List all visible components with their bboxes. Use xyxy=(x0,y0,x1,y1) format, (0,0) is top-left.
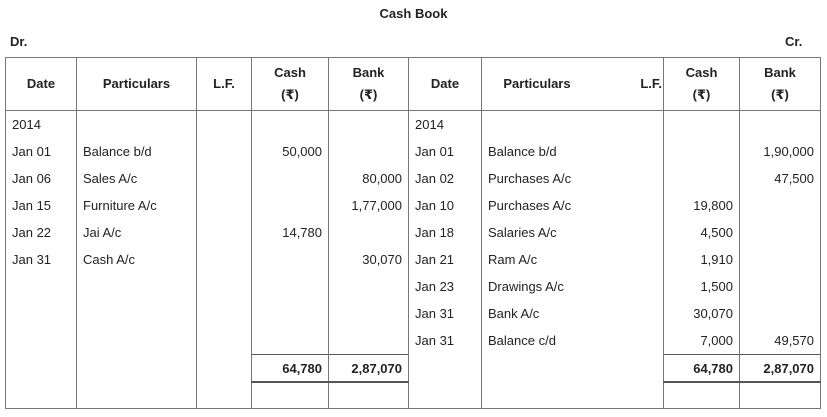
closing-row xyxy=(6,382,821,409)
credit-particulars-cell: Purchases A/c xyxy=(482,165,664,192)
credit-cash-cell: 4,500 xyxy=(664,219,740,246)
closing-empty-cell xyxy=(329,382,409,409)
header-currency: (₹) xyxy=(281,87,299,102)
credit-particulars-cell: Ram A/c xyxy=(482,246,664,273)
debit-bank-cell xyxy=(329,327,409,355)
credit-particulars-cell xyxy=(482,111,664,139)
credit-cash-cell: 1,500 xyxy=(664,273,740,300)
table-row xyxy=(6,327,821,355)
credit-bank-cell xyxy=(740,111,821,139)
debit-bank-cell xyxy=(329,273,409,300)
credit-date-cell: Jan 21 xyxy=(409,246,482,273)
totals-empty-cell xyxy=(77,355,197,383)
closing-empty-cell xyxy=(197,382,252,409)
debit-date-cell: Jan 01 xyxy=(6,138,77,165)
header-cash-label: Cash xyxy=(274,65,306,80)
header-currency: (₹) xyxy=(692,87,711,102)
credit-bank-cell: 47,500 xyxy=(740,165,821,192)
credit-bank-cell xyxy=(740,246,821,273)
credit-particulars-cell: Balance c/d xyxy=(482,327,664,355)
credit-date-cell: Jan 31 xyxy=(409,327,482,355)
debit-cash-cell xyxy=(252,165,329,192)
header-cash-cr xyxy=(664,58,740,111)
header-row xyxy=(6,58,821,111)
credit-particulars-cell: Salaries A/c xyxy=(482,219,664,246)
debit-lf-cell xyxy=(197,138,252,165)
ledger-body xyxy=(6,111,821,409)
header-bank-label: Bank xyxy=(764,65,796,80)
header-bank-label: Bank xyxy=(352,65,385,80)
credit-date-cell: Jan 18 xyxy=(409,219,482,246)
credit-particulars-cell: Drawings A/c xyxy=(482,273,664,300)
totals-empty-cell xyxy=(197,355,252,383)
debit-particulars-cell: Balance b/d xyxy=(77,138,197,165)
debit-bank-cell: 30,070 xyxy=(329,246,409,273)
credit-date-cell: Jan 23 xyxy=(409,273,482,300)
header-cash-label: Cash xyxy=(685,65,718,80)
table-row xyxy=(6,165,821,192)
credit-bank-cell xyxy=(740,300,821,327)
credit-cash-cell: 19,800 xyxy=(664,192,740,219)
header-date-cr: Date xyxy=(409,58,482,111)
credit-date-cell: Jan 02 xyxy=(409,165,482,192)
debit-bank-cell: 80,000 xyxy=(329,165,409,192)
header-bank-dr xyxy=(329,58,409,111)
credit-particulars-cell: Purchases A/c xyxy=(482,192,664,219)
debit-particulars-cell xyxy=(77,327,197,355)
debit-date-cell: Jan 15 xyxy=(6,192,77,219)
credit-date-cell: Jan 01 xyxy=(409,138,482,165)
credit-bank-cell: 49,570 xyxy=(740,327,821,355)
credit-cash-cell xyxy=(664,138,740,165)
debit-cash-cell xyxy=(252,192,329,219)
debit-cash-cell xyxy=(252,111,329,139)
debit-particulars-cell: Cash A/c xyxy=(77,246,197,273)
debit-date-cell xyxy=(6,300,77,327)
totals-empty-cell xyxy=(409,355,482,383)
debit-bank-cell xyxy=(329,111,409,139)
header-lf-dr: L.F. xyxy=(197,58,252,111)
debit-date-cell: Jan 06 xyxy=(6,165,77,192)
credit-cash-cell xyxy=(664,111,740,139)
debit-cash-cell: 14,780 xyxy=(252,219,329,246)
credit-cash-total: 64,780 xyxy=(664,355,740,383)
debit-lf-cell xyxy=(197,300,252,327)
debit-lf-cell xyxy=(197,111,252,139)
debit-particulars-cell: Jai A/c xyxy=(77,219,197,246)
closing-empty-cell xyxy=(252,382,329,409)
table-row xyxy=(6,246,821,273)
debit-lf-cell xyxy=(197,327,252,355)
credit-bank-cell xyxy=(740,273,821,300)
closing-empty-cell xyxy=(664,382,740,409)
debit-cash-cell xyxy=(252,273,329,300)
table-row xyxy=(6,273,821,300)
debit-lf-cell xyxy=(197,219,252,246)
header-cash-dr xyxy=(252,58,329,111)
closing-empty-cell xyxy=(740,382,821,409)
debit-lf-cell xyxy=(197,192,252,219)
debit-particulars-cell xyxy=(77,111,197,139)
debit-particulars-cell xyxy=(77,300,197,327)
cash-book-table xyxy=(5,57,821,409)
header-bank-cr xyxy=(740,58,821,111)
header-date-dr: Date xyxy=(6,58,77,111)
credit-particulars-cell: Bank A/c xyxy=(482,300,664,327)
credit-cash-cell: 1,910 xyxy=(664,246,740,273)
credit-cash-cell: 30,070 xyxy=(664,300,740,327)
debit-date-cell xyxy=(6,327,77,355)
credit-particulars-cell: Balance b/d xyxy=(482,138,664,165)
table-row xyxy=(6,219,821,246)
debit-label: Dr. xyxy=(10,34,28,49)
header-particulars-dr: Particulars xyxy=(77,58,197,111)
credit-bank-cell: 1,90,000 xyxy=(740,138,821,165)
debit-bank-cell xyxy=(329,300,409,327)
debit-bank-cell xyxy=(329,219,409,246)
credit-bank-cell xyxy=(740,192,821,219)
debit-lf-cell xyxy=(197,246,252,273)
debit-date-cell: 2014 xyxy=(6,111,77,139)
table-row xyxy=(6,111,821,139)
debit-bank-cell: 1,77,000 xyxy=(329,192,409,219)
credit-label: Cr. xyxy=(785,34,803,49)
closing-empty-cell xyxy=(409,382,482,409)
debit-lf-cell xyxy=(197,165,252,192)
table-row xyxy=(6,138,821,165)
debit-particulars-cell: Furniture A/c xyxy=(77,192,197,219)
debit-date-cell: Jan 22 xyxy=(6,219,77,246)
debit-date-cell: Jan 31 xyxy=(6,246,77,273)
header-particulars-label: Particulars xyxy=(503,76,571,91)
debit-particulars-cell: Sales A/c xyxy=(77,165,197,192)
debit-cash-total: 64,780 xyxy=(252,355,329,383)
totals-empty-cell xyxy=(482,355,664,383)
debit-particulars-cell xyxy=(77,273,197,300)
debit-cash-cell: 50,000 xyxy=(252,138,329,165)
credit-date-cell: Jan 31 xyxy=(409,300,482,327)
closing-empty-cell xyxy=(6,382,77,409)
page-title: Cash Book xyxy=(379,6,448,21)
credit-date-cell: 2014 xyxy=(409,111,482,139)
credit-bank-cell xyxy=(740,219,821,246)
header-particulars-cr xyxy=(482,58,664,111)
table-row xyxy=(6,300,821,327)
debit-cash-cell xyxy=(252,246,329,273)
credit-date-cell: Jan 10 xyxy=(409,192,482,219)
table-row xyxy=(6,192,821,219)
credit-cash-cell: 7,000 xyxy=(664,327,740,355)
closing-empty-cell xyxy=(482,382,664,409)
debit-cash-cell xyxy=(252,300,329,327)
debit-date-cell xyxy=(6,273,77,300)
header-currency: (₹) xyxy=(771,87,789,102)
credit-cash-cell xyxy=(664,165,740,192)
header-lf-label: L.F. xyxy=(640,76,662,91)
debit-lf-cell xyxy=(197,273,252,300)
header-currency: (₹) xyxy=(359,87,378,102)
closing-empty-cell xyxy=(77,382,197,409)
debit-bank-cell xyxy=(329,138,409,165)
debit-cash-cell xyxy=(252,327,329,355)
debit-bank-total: 2,87,070 xyxy=(329,355,409,383)
totals-empty-cell xyxy=(6,355,77,383)
totals-row xyxy=(6,355,821,383)
credit-bank-total: 2,87,070 xyxy=(740,355,821,383)
